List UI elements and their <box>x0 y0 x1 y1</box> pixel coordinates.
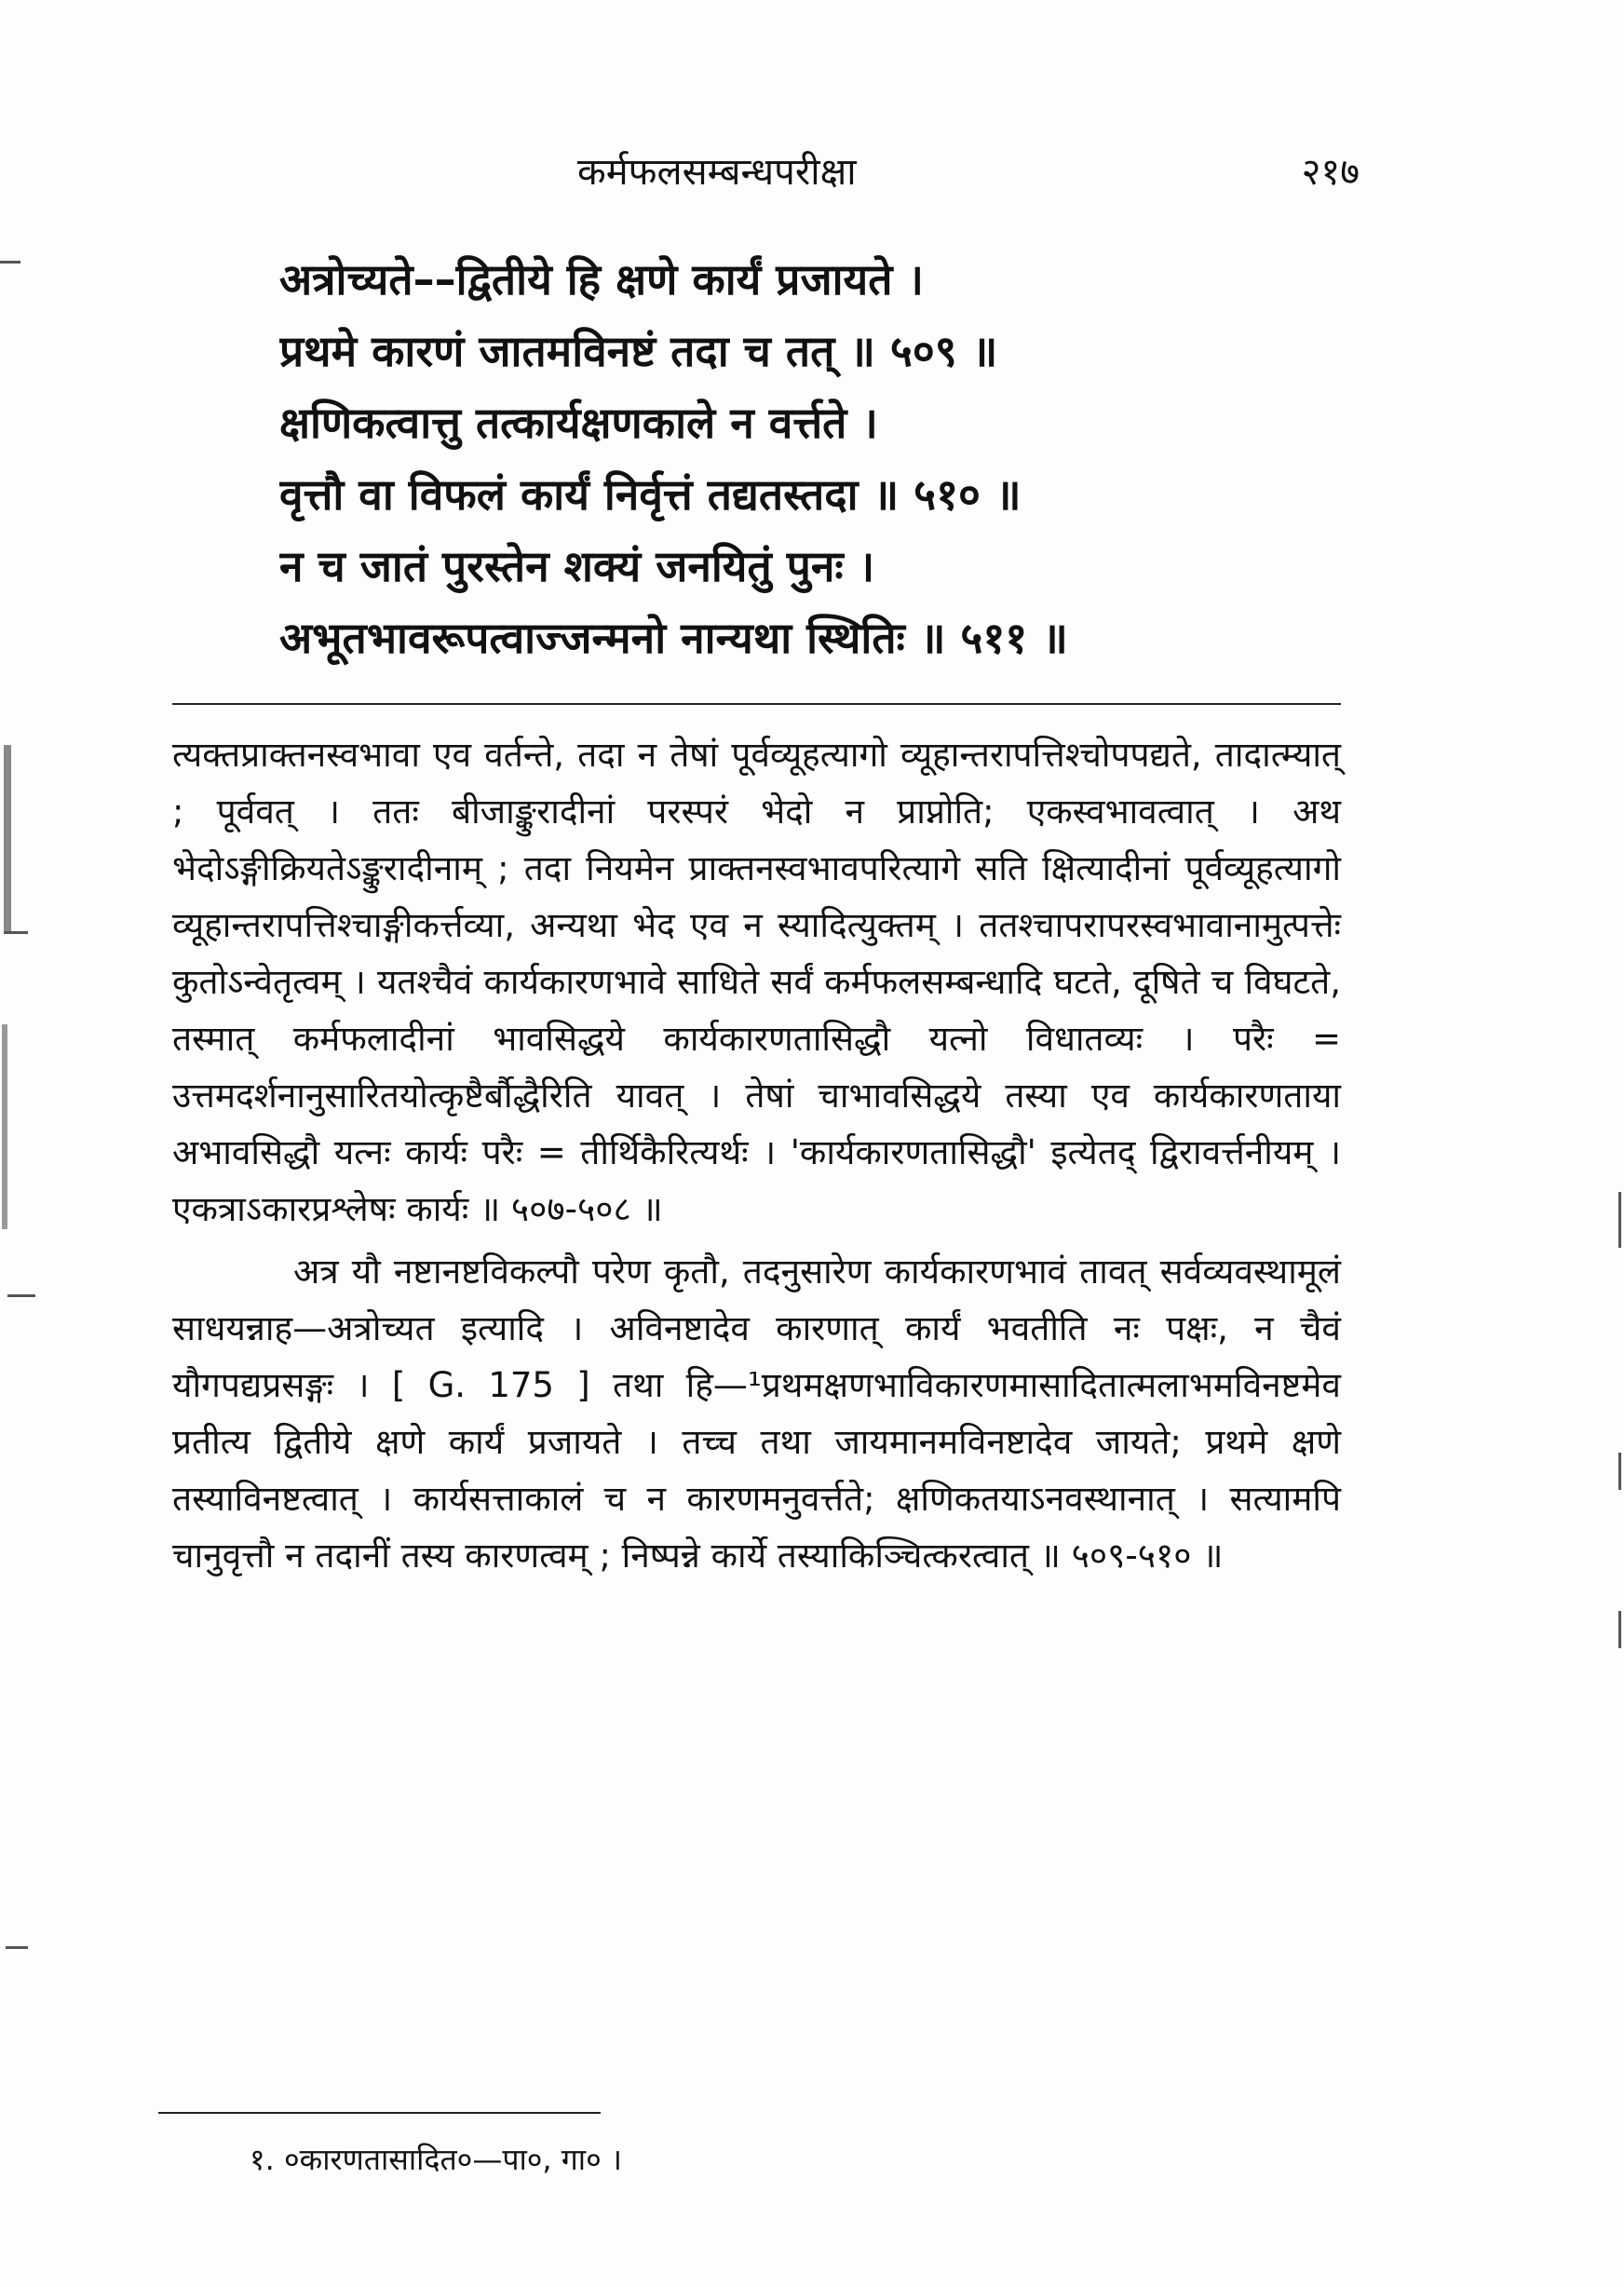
verse-line: अत्रोच्यते––द्वितीये हि क्षणे कार्यं प्रजायते । <box>279 254 924 304</box>
right-margin-mark <box>1618 1611 1621 1648</box>
verse-line: क्षणिकत्वात्तु तत्कार्यक्षणकाले न वर्त्तते । <box>279 398 878 448</box>
page-number: २१७ <box>1301 151 1360 194</box>
left-margin-mark <box>4 745 11 931</box>
left-margin-mark <box>0 261 20 264</box>
verse-line: अभूतभावरूपत्वाज्जन्मनो नान्यथा स्थितिः ॥ ५११ ॥ <box>279 613 1068 663</box>
left-margin-mark <box>4 931 28 934</box>
verse-block <box>279 244 1304 674</box>
verse-line: वृत्तौ वा विफलं कार्यं निर्वृत्तं तद्यतस्तदा ॥ ५१० ॥ <box>279 469 1022 520</box>
verse-commentary-divider <box>172 703 1341 705</box>
footnote-divider <box>158 2112 601 2114</box>
left-margin-mark <box>7 1294 35 1297</box>
commentary-paragraph: त्यक्तप्राक्तनस्वभावा एव वर्तन्ते, तदा न तेषां पूर्वव्यूहत्यागो व्यूहान्तरापत्तिश्चोपपद्यते, तादात्म्यात् ; पूर्ववत् । ततः बीजाङ्कुरादीनां परस्परं भेदो न प्राप्नोति; एकस्वभावत्वात् । अथ भेदोऽङ्गीक्रियतेऽङ्कुरादीनाम् ; तदा नियमेन प्राक्तनस्वभावपरित्यागे सति क्षित्यादीनां पूर्वव्यूहत्यागो व्यूहान्तरापत्तिश्चाङ्गीकर्त्तव्या, अन्यथा भेद एव न स्यादित्युक्तम् । ततश्चापरापरस्वभावानामुत्पत्तेः कुतोऽन्वेतृत्वम् । यतश्चैवं कार्यकारणभावे साधिते सर्वं कर्मफलसम्बन्धादि घटते, दूषिते च विघटते, तस्मात् कर्मफलादीनां भावसिद्धये कार्यकारणतासिद्धौ यत्नो विधातव्यः । परैः = उत्तमदर्शनानुसारितयोत्कृष्टैर्बौद्धैरिति यावत् । तेषां चाभावसिद्धये तस्या एव कार्यकारणताया अभावसिद्धौ यत्नः कार्यः परैः = तीर्थिकैरित्यर्थः । 'कार्यकारणतासिद्धौ' इत्येतद् द्विरावर्त्तनीयम् । एकत्राऽकारप्रश्लेषः कार्यः ॥ ५०७-५०८ ॥ <box>172 735 1341 1229</box>
footnote: १. ०कारणतासादित०—पा०, गा० । <box>250 2142 623 2177</box>
right-margin-mark <box>1618 1192 1621 1248</box>
page-header <box>168 144 1360 200</box>
left-margin-mark <box>2 1024 7 1229</box>
verse-line: प्रथमे कारणं जातमविनष्टं तदा च तत् ॥ ५०९ ॥ <box>279 326 998 376</box>
right-margin-mark <box>1618 1453 1621 1490</box>
commentary-block <box>172 726 1341 1590</box>
left-margin-mark <box>6 1946 28 1949</box>
verse-line: न च जातं पुरस्तेन शक्यं जनयितुं पुनः । <box>279 541 875 591</box>
running-title: कर्मफलसम्बन्धपरीक्षा <box>577 151 857 194</box>
commentary-paragraph: अत्र यौ नष्टानष्टविकल्पौ परेण कृतौ, तदनुसारेण कार्यकारणभावं तावत् सर्वव्यवस्थामूलं साधयन्नाह—अत्रोच्यत इत्यादि । अविनष्टादेव कारणात् कार्यं भवतीति नः पक्षः, न चैवं यौगपद्यप्रसङ्गः । [ G. 175 ] तथा हि—¹प्रथमक्षणभाविकारणमासादितात्मलाभमविनष्टमेव प्रतीत्य द्वितीये क्षणे कार्यं प्रजायते । तच्च तथा जायमानमविनष्टादेव जायते; प्रथमे क्षणे तस्याविनष्टत्वात् । कार्यसत्ताकालं च न कारणमनुवर्त्तते; क्षणिकतयाऽनवस्थानात् । सत्यामपि चानुवृत्तौ न तदानीं तस्य कारणत्वम् ; निष्पन्ने कार्ये तस्याकिञ्चित्करत्वात् ॥ ५०९-५१० ॥ <box>172 1252 1341 1576</box>
